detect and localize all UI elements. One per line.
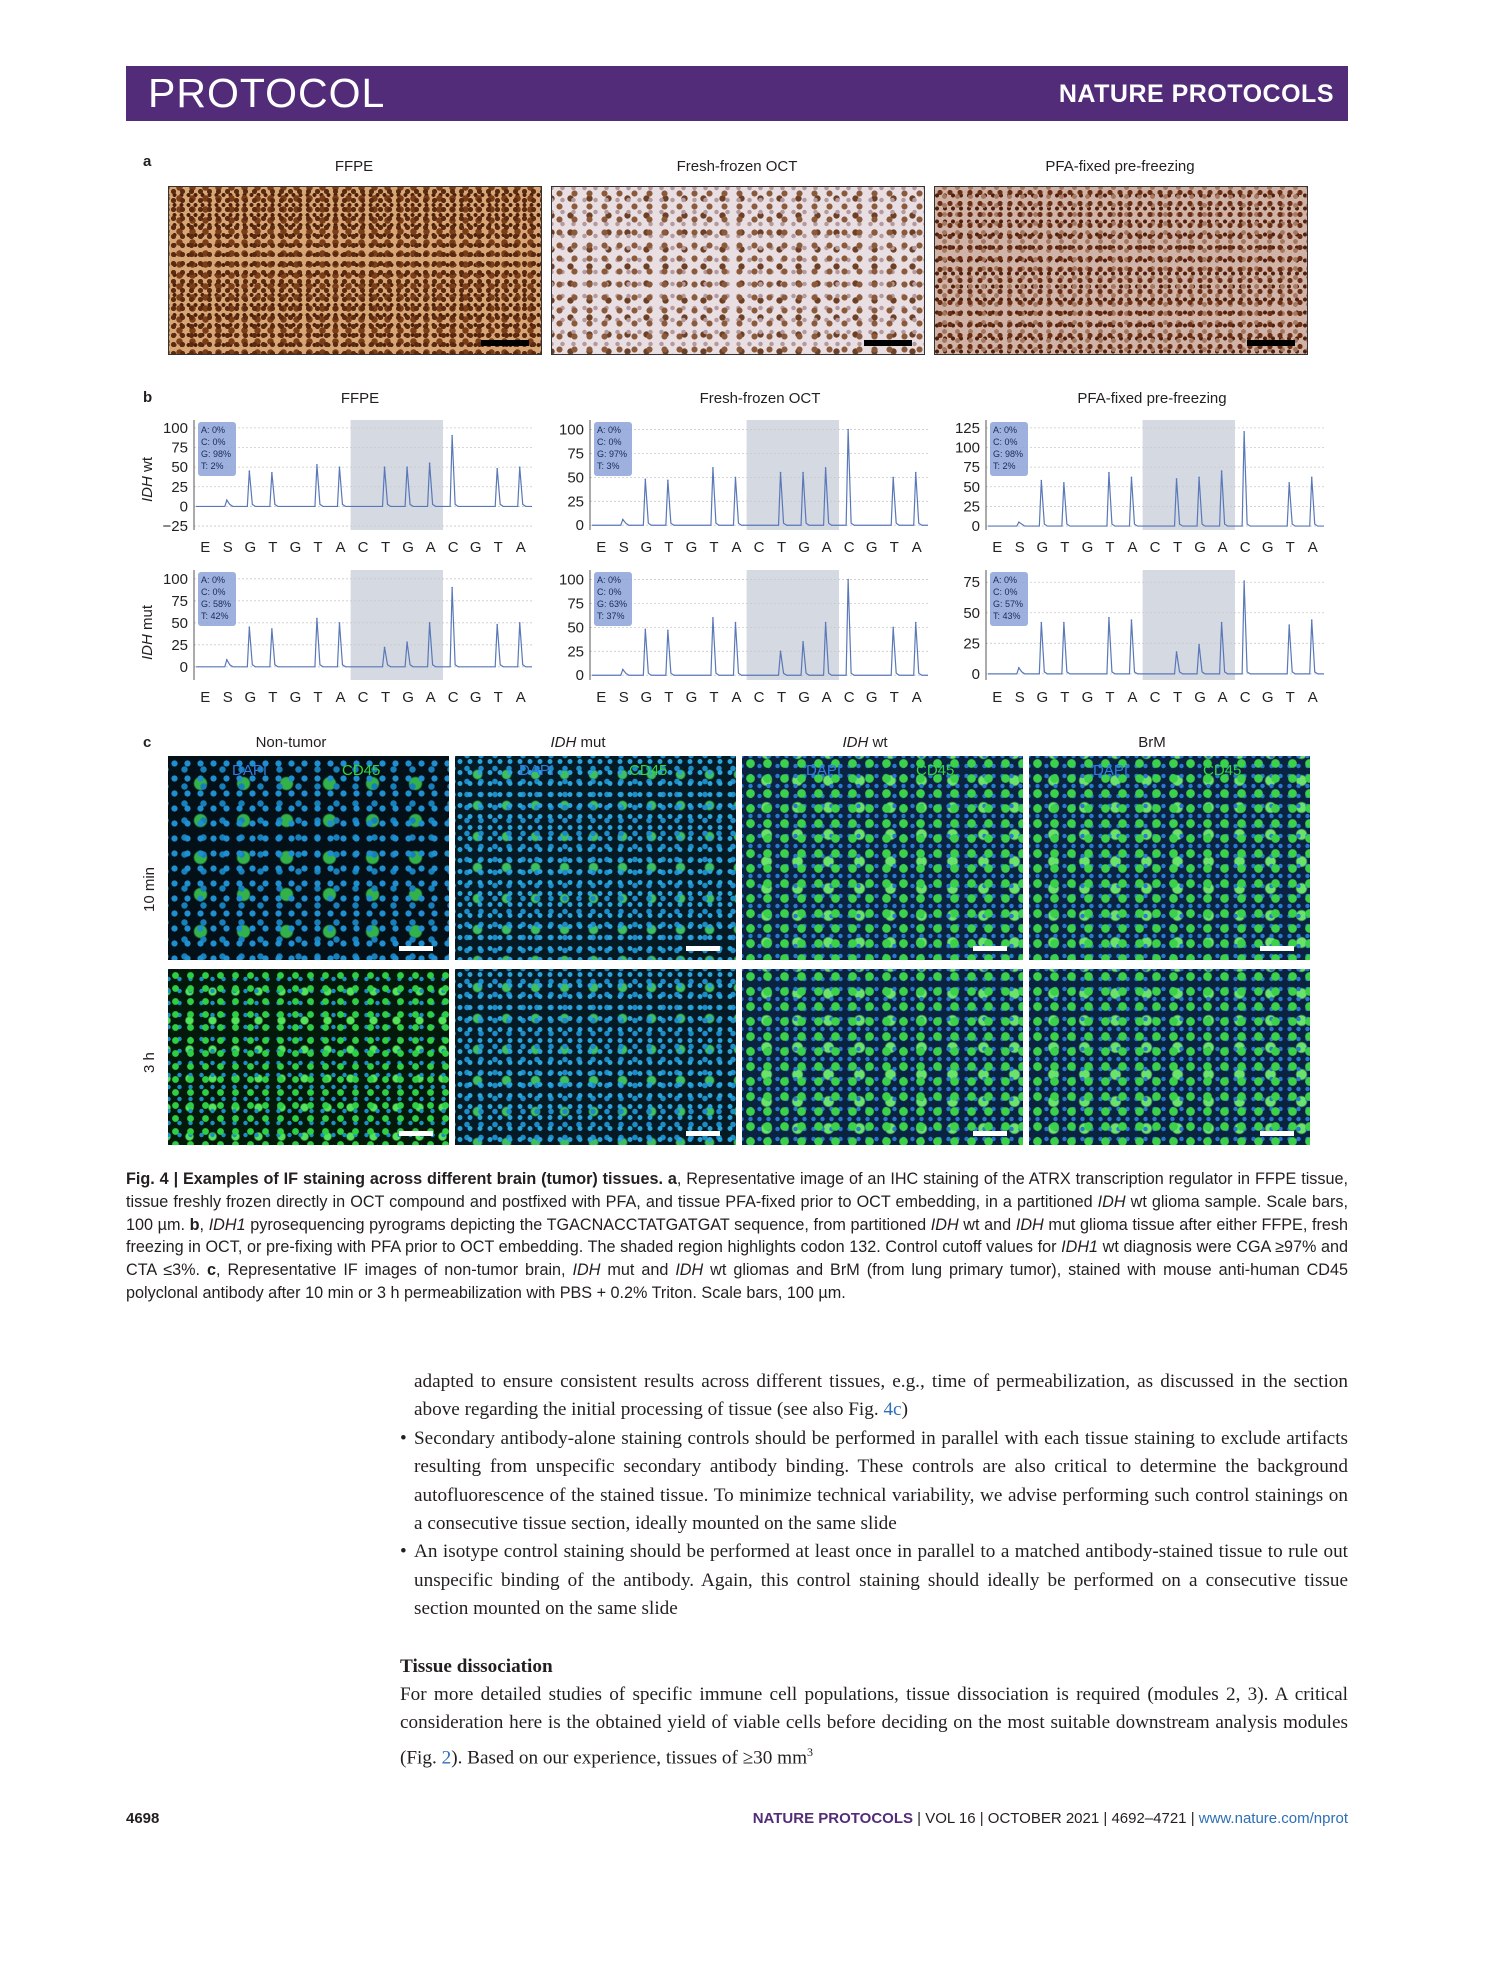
pyrogram-ffpe-idh-wt: [150, 412, 540, 560]
figure-caption: Fig. 4 | Examples of IF staining across different brain (tumor) tissues. a, Representative image of an IHC staining of the ATRX transcription regulator in FFPE tissue, tissue freshly frozen directly in OCT compound and postfixed with PFA, and tissue PFA-fixed prior to OCT embedding, in a partitioned IDH wt glioma sample. Scale bars, 100 µm. b, IDH1 pyrosequencing pyrograms depicting the TGACNACCTATGATGAT sequence, from partitioned IDH wt and IDH mut glioma tissue after either FFPE, fresh freezing in OCT, or pre-fixing with PFA prior to OCT embedding. The shaded region highlights codon 132. Control cutoff values for IDH1 wt diagnosis were CGA ≥97% and CTA ≤3%. c, Representative IF images of non-tumor brain, IDH mut and IDH wt gliomas and BrM (from lung primary tumor), stained with mouse anti-human CD45 polyclonal antibody after 10 min or 3 h permeabilization with PBS + 0.2% Triton. Scale bars, 100 µm.: [126, 1170, 1348, 1302]
channel-dapi: DAPI: [519, 762, 555, 779]
legend-entry: G: 98%: [201, 449, 232, 459]
peak-C-11: [451, 587, 453, 589]
legend-entry: C: 0%: [597, 587, 622, 597]
x-tick-label: T: [1172, 539, 1183, 556]
x-tick-label: A: [515, 689, 526, 706]
if-column-idh-mut: IDH mut: [550, 734, 606, 751]
x-tick-label: A: [515, 539, 526, 556]
x-tick-label: A: [425, 689, 436, 706]
x-tick-label: E: [596, 539, 607, 556]
x-tick-label: T: [709, 539, 719, 556]
peak-T-13: [892, 627, 894, 629]
y-tick-label: 75: [963, 574, 980, 592]
legend-entry: C: 0%: [597, 437, 622, 447]
if-image-brm-10min: [1029, 756, 1310, 960]
x-tick-label: G: [402, 689, 414, 706]
fig-link-2[interactable]: 2: [441, 1747, 452, 1769]
scale-bar: [1260, 946, 1294, 951]
peak-G-9: [406, 641, 408, 643]
peak-S-1: [1018, 521, 1020, 523]
article-type: PROTOCOL: [148, 70, 386, 116]
if-image-non-tumor-3h: [168, 969, 449, 1145]
scale-bar: [481, 340, 529, 346]
panel-b-title-ffpe: FFPE: [340, 390, 380, 407]
section-heading: Tissue dissociation: [400, 1655, 553, 1677]
x-tick-label: G: [289, 539, 302, 556]
legend-entry: A: 0%: [201, 425, 226, 435]
fig-link-4c[interactable]: 4c: [883, 1399, 902, 1421]
x-tick-label: T: [664, 689, 674, 706]
scale-bar: [686, 946, 720, 951]
y-tick-label: 50: [171, 614, 188, 632]
y-tick-label: 25: [171, 636, 188, 654]
y-tick-label: 100: [558, 571, 584, 589]
y-tick-label: 75: [567, 445, 584, 463]
x-tick-label: G: [1261, 689, 1274, 706]
peak-T-3: [271, 472, 273, 474]
peak-A-10: [1221, 470, 1223, 472]
scale-bar: [1260, 1131, 1294, 1136]
y-tick-label: 50: [963, 478, 980, 496]
channel-dapi: DAPI: [1093, 762, 1129, 779]
x-tick-label: G: [1261, 539, 1274, 556]
x-tick-label: C: [1149, 539, 1161, 556]
peak-S-1: [622, 669, 624, 671]
legend-entry: C: 0%: [993, 437, 1018, 447]
y-tick-label: 75: [171, 592, 188, 610]
legend-entry: A: 0%: [993, 575, 1018, 585]
peak-C-11: [847, 429, 849, 431]
peak-T-5: [316, 618, 318, 620]
legend: [198, 422, 236, 476]
peak-A-14: [915, 622, 917, 624]
peak-G-9: [1198, 644, 1200, 646]
x-tick-label: T: [268, 689, 278, 706]
x-tick-label: G: [640, 689, 653, 706]
y-tick-label: 50: [567, 469, 584, 487]
peak-A-6: [1131, 477, 1133, 479]
page-number: 4698: [126, 1810, 160, 1827]
x-tick-label: E: [200, 539, 211, 556]
peak-T-3: [1063, 482, 1065, 484]
pyrogram-pfa-idh-wt: [942, 412, 1332, 560]
peak-G-9: [802, 641, 804, 643]
channel-cd45: CD45: [1203, 762, 1242, 779]
x-tick-label: T: [1172, 689, 1183, 706]
x-tick-label: T: [493, 689, 503, 706]
x-tick-label: G: [469, 539, 482, 556]
peak-T-8: [1176, 651, 1178, 653]
legend-entry: T: 42%: [201, 611, 229, 621]
peak-T-13: [892, 477, 894, 479]
peak-G-2: [645, 629, 647, 631]
legend-entry: G: 57%: [993, 599, 1024, 609]
x-tick-label: C: [843, 539, 855, 556]
peak-T-5: [1108, 617, 1110, 619]
x-tick-label: T: [268, 539, 278, 556]
x-tick-label: S: [618, 539, 629, 556]
x-tick-label: C: [843, 689, 855, 706]
x-tick-label: G: [244, 539, 257, 556]
y-tick-label: 25: [963, 635, 980, 653]
channel-dapi: DAPI: [232, 762, 268, 779]
footer-citation: NATURE PROTOCOLS | VOL 16 | OCTOBER 2021 | 4692–4721 | www.nature.com/nprot: [752, 1810, 1348, 1827]
pyrogram-oct-idh-wt: [546, 412, 936, 560]
peak-T-8: [780, 472, 782, 474]
y-tick-label: 100: [558, 421, 584, 439]
peak-A-10: [429, 462, 431, 464]
ihc-image-ffpe: [168, 186, 542, 355]
scale-bar: [973, 1131, 1007, 1136]
x-tick-label: A: [911, 689, 922, 706]
x-tick-label: T: [313, 689, 323, 706]
peak-G-2: [1041, 480, 1043, 482]
y-tick-label: 100: [162, 570, 188, 588]
y-tick-label: 0: [575, 667, 584, 685]
panel-b-title-pfa: PFA-fixed pre-freezing: [1077, 390, 1227, 407]
x-tick-label: G: [469, 689, 482, 706]
y-tick-label: 75: [963, 459, 980, 477]
peak-A-10: [429, 622, 431, 624]
scale-bar: [973, 946, 1007, 951]
peak-G-9: [1198, 477, 1200, 479]
x-tick-label: T: [776, 689, 787, 706]
panel-c-label: c: [143, 734, 152, 751]
x-tick-label: G: [289, 689, 302, 706]
peak-A-6: [339, 622, 341, 624]
peak-A-6: [735, 477, 737, 479]
x-tick-label: G: [1194, 689, 1206, 706]
x-tick-label: E: [596, 689, 607, 706]
if-image-idh-mut-3h: [455, 969, 736, 1145]
x-tick-label: G: [798, 689, 810, 706]
y-tick-label: 25: [567, 493, 584, 511]
x-tick-label: T: [889, 539, 899, 556]
x-tick-label: S: [1014, 689, 1025, 706]
y-tick-label: 125: [954, 419, 980, 437]
if-image-brm-3h: [1029, 969, 1310, 1145]
peak-A-6: [1131, 619, 1133, 621]
legend: [990, 422, 1028, 476]
legend-entry: G: 63%: [597, 599, 628, 609]
x-tick-label: C: [753, 689, 765, 706]
x-tick-label: G: [244, 689, 257, 706]
peak-T-8: [780, 651, 782, 653]
x-tick-label: G: [865, 689, 878, 706]
channel-dapi: DAPI: [806, 762, 842, 779]
x-tick-label: T: [889, 689, 899, 706]
if-image-idh-wt-3h: [742, 969, 1023, 1145]
x-tick-label: G: [685, 689, 698, 706]
channel-cd45: CD45: [342, 762, 381, 779]
y-tick-label: 50: [171, 459, 188, 477]
peak-G-2: [249, 470, 251, 472]
x-tick-label: A: [1127, 689, 1138, 706]
legend-entry: A: 0%: [993, 425, 1018, 435]
x-tick-label: A: [335, 539, 346, 556]
if-column-brm: BrM: [1138, 734, 1166, 751]
x-tick-label: S: [222, 689, 233, 706]
x-tick-label: C: [447, 539, 459, 556]
x-tick-label: G: [1036, 539, 1049, 556]
if-column-non-tumor: Non-tumor: [255, 734, 327, 751]
channel-cd45: CD45: [916, 762, 955, 779]
x-tick-label: E: [992, 689, 1003, 706]
y-tick-label: −25: [162, 518, 188, 536]
peak-C-11: [451, 435, 453, 437]
peak-A-14: [519, 466, 521, 468]
x-tick-label: A: [425, 539, 436, 556]
x-tick-label: A: [821, 539, 832, 556]
x-tick-label: A: [731, 689, 742, 706]
legend-entry: G: 98%: [993, 449, 1024, 459]
x-tick-label: A: [821, 689, 832, 706]
y-tick-label: 0: [575, 517, 584, 535]
peak-G-2: [249, 626, 251, 628]
peak-G-9: [406, 466, 408, 468]
peak-A-14: [1311, 477, 1313, 479]
y-tick-label: 25: [567, 643, 584, 661]
x-tick-label: A: [911, 539, 922, 556]
y-tick-label: 50: [567, 619, 584, 637]
legend-entry: G: 58%: [201, 599, 232, 609]
x-tick-label: G: [865, 539, 878, 556]
x-tick-label: C: [753, 539, 765, 556]
peak-S-1: [226, 499, 228, 501]
peak-A-6: [339, 466, 341, 468]
peak-T-5: [712, 467, 714, 469]
legend-entry: C: 0%: [201, 587, 226, 597]
peak-A-6: [735, 622, 737, 624]
x-tick-label: E: [200, 689, 211, 706]
pyrogram-pfa-idh-mut: [942, 562, 1332, 710]
x-tick-label: A: [1217, 539, 1228, 556]
y-tick-label: 0: [971, 665, 980, 683]
pyrogram-ffpe-idh-mut: [150, 562, 540, 710]
pyrogram-oct-idh-mut: [546, 562, 936, 710]
scale-bar: [864, 340, 912, 346]
bullet-secondary-controls: • Secondary antibody-alone staining controls should be performed in parallel with each tissue staining to exclude artifacts resulting from unspecific secondary antibody binding. These controls are also critical to determine the background autofluorescence of the stained tissue. To minimize technical variability, we advise performing such control stainings on a consecutive tissue section, ideally mounted on the same slide: [400, 1427, 1348, 1535]
y-tick-label: 0: [179, 498, 188, 516]
x-tick-label: T: [1060, 539, 1070, 556]
row-label-idh-wt: IDH wt: [139, 456, 156, 502]
panel-a-title-oct: Fresh-frozen OCT: [676, 158, 798, 175]
ihc-image-oct: [551, 186, 925, 355]
peak-T-3: [271, 628, 273, 630]
peak-S-1: [226, 659, 228, 661]
header-banner: [126, 66, 1348, 121]
peak-C-11: [1243, 580, 1245, 582]
y-tick-label: 75: [567, 595, 584, 613]
x-tick-label: C: [357, 539, 369, 556]
x-tick-label: G: [1081, 689, 1094, 706]
body-paragraph: adapted to ensure consistent results across different tissues, e.g., time of permeabilization, as discussed in the section above regarding the initial processing of tissue (see also Fig. 4c): [414, 1371, 1348, 1421]
x-tick-label: C: [357, 689, 369, 706]
peak-A-14: [519, 622, 521, 624]
bullet-isotype-control: • An isotype control staining should be performed at least once in parallel to a matched antibody-stained tissue to rule out unspecific binding of the antibody. Again, this control staining should ideally be performed on a consecutive tissue section mounted on the same slide: [400, 1541, 1348, 1620]
x-tick-label: A: [335, 689, 346, 706]
x-tick-label: T: [776, 539, 787, 556]
x-tick-label: S: [222, 539, 233, 556]
x-tick-label: T: [1105, 689, 1115, 706]
x-tick-label: T: [1060, 689, 1070, 706]
x-tick-label: G: [798, 539, 810, 556]
y-tick-label: 100: [162, 419, 188, 437]
peak-T-13: [496, 624, 498, 626]
peak-T-13: [496, 468, 498, 470]
x-tick-label: A: [1307, 539, 1318, 556]
x-tick-label: A: [731, 539, 742, 556]
peak-S-1: [622, 519, 624, 521]
body-paragraph-dissociation: For more detailed studies of specific immune cell populations, tissue dissociation is required (modules 2, 3). A critical consideration here is the obtained yield of viable cells before deciding on the most suitable downstream analysis modules (Fig. 2). Based on our experience, tissues of ≥30 $mm^3$: [400, 1684, 1348, 1769]
x-tick-label: T: [709, 689, 719, 706]
scale-bar: [399, 1131, 433, 1136]
x-tick-label: A: [1127, 539, 1138, 556]
panel-b-title-oct: Fresh-frozen OCT: [699, 390, 821, 407]
peak-T-3: [667, 629, 669, 631]
peak-T-8: [1176, 478, 1178, 480]
peak-G-9: [802, 472, 804, 474]
x-tick-label: S: [618, 689, 629, 706]
peak-T-13: [1288, 482, 1290, 484]
x-tick-label: T: [664, 539, 674, 556]
x-tick-label: C: [1149, 689, 1161, 706]
x-tick-label: G: [1036, 689, 1049, 706]
x-tick-label: G: [1081, 539, 1094, 556]
peak-T-8: [384, 466, 386, 468]
if-image-idh-mut-10min: [455, 756, 736, 960]
legend-entry: T: 2%: [201, 461, 224, 471]
legend: [594, 422, 632, 476]
peak-A-10: [1221, 622, 1223, 624]
panel-a-label: a: [143, 153, 152, 170]
if-image-idh-wt-10min: [742, 756, 1023, 960]
legend-entry: T: 3%: [597, 461, 620, 471]
legend-entry: T: 43%: [993, 611, 1021, 621]
body-text: [400, 1368, 1348, 1773]
legend: [594, 572, 632, 626]
x-tick-label: A: [1217, 689, 1228, 706]
legend-entry: A: 0%: [597, 425, 622, 435]
scale-bar: [1247, 340, 1295, 346]
panel-a-title-ffpe: FFPE: [334, 158, 374, 175]
x-tick-label: G: [640, 539, 653, 556]
legend-entry: C: 0%: [993, 587, 1018, 597]
peak-A-14: [1311, 619, 1313, 621]
x-tick-label: T: [380, 689, 391, 706]
if-row-3h: 3 h: [141, 1052, 158, 1073]
peak-A-10: [825, 467, 827, 469]
if-column-idh-wt: IDH wt: [842, 734, 888, 751]
x-tick-label: T: [313, 539, 323, 556]
row-label-idh-mut: IDH mut: [139, 604, 156, 660]
peak-G-2: [1041, 622, 1043, 624]
x-tick-label: T: [493, 539, 503, 556]
legend-entry: T: 37%: [597, 611, 625, 621]
peak-T-5: [1108, 472, 1110, 474]
legend-entry: C: 0%: [201, 437, 226, 447]
panel-a-title-pfa: PFA-fixed pre-freezing: [1045, 158, 1195, 175]
x-tick-label: G: [685, 539, 698, 556]
x-tick-label: E: [992, 539, 1003, 556]
peak-T-13: [1288, 624, 1290, 626]
x-tick-label: C: [1239, 539, 1251, 556]
peak-A-10: [825, 622, 827, 624]
if-row-10min: 10 min: [141, 866, 158, 912]
scale-bar: [399, 946, 433, 951]
channel-cd45: CD45: [629, 762, 668, 779]
journal-url[interactable]: www.nature.com/nprot: [1198, 1810, 1348, 1827]
legend-entry: A: 0%: [597, 575, 622, 585]
y-tick-label: 0: [971, 518, 980, 536]
x-tick-label: S: [1014, 539, 1025, 556]
x-tick-label: T: [1285, 689, 1295, 706]
legend: [198, 572, 236, 626]
x-tick-label: A: [1307, 689, 1318, 706]
if-image-non-tumor-10min: [168, 756, 449, 960]
peak-T-5: [712, 617, 714, 619]
scale-bar: [686, 1131, 720, 1136]
x-tick-label: G: [1194, 539, 1206, 556]
peak-T-8: [384, 647, 386, 649]
journal-name: NATURE PROTOCOLS: [1058, 80, 1334, 108]
legend-entry: G: 97%: [597, 449, 628, 459]
peak-G-2: [645, 479, 647, 481]
y-tick-label: 75: [171, 439, 188, 457]
peak-T-3: [1063, 622, 1065, 624]
y-tick-label: 0: [179, 658, 188, 676]
y-tick-label: 25: [963, 498, 980, 516]
peak-C-11: [1243, 431, 1245, 433]
x-tick-label: C: [1239, 689, 1251, 706]
peak-A-14: [915, 472, 917, 474]
legend-entry: T: 2%: [993, 461, 1016, 471]
legend: [990, 572, 1028, 626]
ihc-image-pfa: [934, 186, 1308, 355]
x-tick-label: T: [1285, 539, 1295, 556]
peak-T-3: [667, 479, 669, 481]
y-tick-label: 100: [954, 439, 980, 457]
peak-T-5: [316, 464, 318, 466]
panel-b-label: b: [143, 389, 153, 406]
y-tick-label: 25: [171, 478, 188, 496]
x-tick-label: G: [402, 539, 414, 556]
y-tick-label: 50: [963, 604, 980, 622]
peak-S-1: [1018, 667, 1020, 669]
legend-entry: A: 0%: [201, 575, 226, 585]
x-tick-label: T: [1105, 539, 1115, 556]
x-tick-label: C: [447, 689, 459, 706]
peak-C-11: [847, 579, 849, 581]
x-tick-label: T: [380, 539, 391, 556]
